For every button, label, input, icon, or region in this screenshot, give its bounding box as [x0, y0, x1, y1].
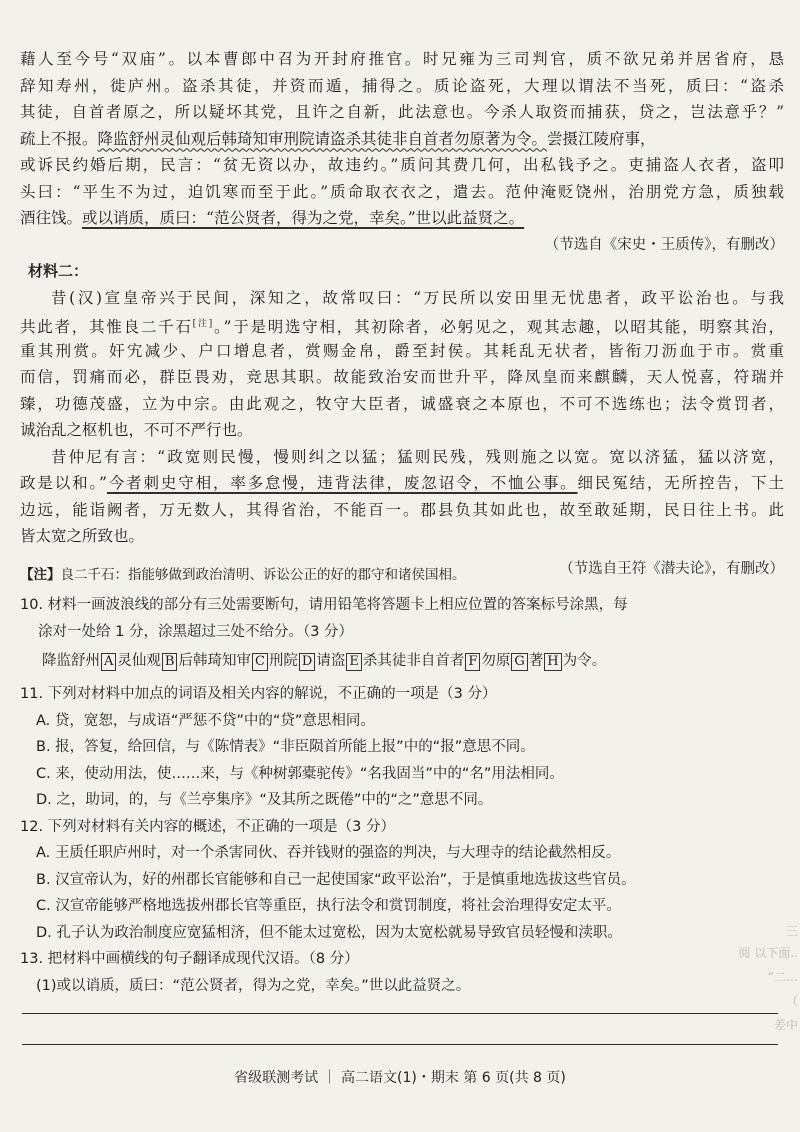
text-line: 而信，罚痛而必，群臣畏劝，竞思其职。故能致治安而世升平，降凤皇而来麒麟，天人悦喜，符瑞并: [20, 368, 784, 386]
answer-slot[interactable]: G: [511, 653, 527, 671]
translation-item-1: (1)或以诮质，质曰：“范公贤者，得为之党，幸矣。”世以此益贤之。: [36, 977, 471, 994]
option-a[interactable]: A. 王质任职庐州时，对一个杀害同伙、吞并钱财的强盗的判决，与大理寺的结论截然相反。: [36, 845, 621, 861]
punctuation-options: [20, 645, 784, 677]
text-line: 昔(汉)宣皇帝兴于民间，深知之，故常叹曰：“万民所以安田里无忧患者，政平讼治也。与我: [51, 288, 784, 307]
bleed-through-text: “二…: [767, 970, 798, 984]
text-fragment: 。”于是明选守相，其初除者，必躬见之，观其志趣，以昭其能，明察其治，: [212, 318, 784, 337]
source-citation: （节选自《宋史・王质传》，有删改）: [544, 236, 784, 253]
sentence-segment: 刑院: [268, 653, 298, 669]
text-line: [20, 126, 784, 153]
sentence-segment: 著: [528, 653, 544, 669]
answer-slot[interactable]: F: [465, 653, 480, 671]
text-line: 臻，功德茂盛，立为中宗。由此观之，牧守大臣者，诚盛衰之本原也，不可不选练也；法令赏罚者，: [20, 394, 784, 413]
option-c[interactable]: C. 汉宣帝能够严格地选拔州郡长官等重臣，执行法令和赏罚制度，将社会治理得安定太平。: [36, 898, 621, 914]
option-b[interactable]: B. 汉宣帝认为，好的州郡长官能够和自己一起使国家“政平讼治”，于是慎重地选拔这些官员。: [36, 871, 636, 888]
bleed-through-text: （: [785, 994, 798, 1008]
sentence-segment: 灵仙观: [117, 653, 161, 669]
sentence-segment: 杀其徒非自首者: [362, 653, 465, 669]
question-10-stem: 10. 材料一画波浪线的部分有三处需要断句，请用铅笔将答题卡上相应位置的答案标号涂黑，每: [20, 597, 628, 613]
answer-slot[interactable]: E: [346, 653, 362, 671]
sentence-segment: 请盗: [316, 653, 346, 669]
question-13-stem: 13. 把材料中画横线的句子翻译成现代汉语。（8 分）: [20, 951, 359, 967]
wavy-underlined-passage: 降监舒州灵仙观后韩琦知审刑院请盗杀其徒非自首者勿原著为令。: [97, 129, 548, 148]
text-line: 皆太宽之所致也。: [20, 527, 145, 545]
question-12-stem: 12. 下列对材料有关内容的概述，不正确的一项是（3 分）: [20, 818, 396, 835]
text-fragment: 共此者，其惟良二千石: [20, 318, 193, 337]
footnote-label: 【注】: [20, 567, 61, 583]
footnote-line: [20, 562, 784, 589]
answer-slot[interactable]: D: [299, 653, 315, 671]
option-c[interactable]: C. 来，使动用法，使……来，与《种树郭橐驼传》“名我固当”中的“名”用法相同。: [36, 765, 564, 782]
bleed-through-text: 阅 以下面..: [738, 946, 798, 960]
option-b[interactable]: B. 报，答复，给回信，与《陈情表》“非臣陨首所能上报”中的“报”意思不同。: [36, 739, 535, 755]
text-line: 头曰：“平生不为过，迫饥寒而至于此。”质命取衣衣之，遣去。范仲淹贬饶州，治朋党方急，质独载: [20, 182, 784, 201]
text-fragment: 细民冤结，无所控告，下土: [577, 474, 784, 492]
text-fragment: 酒往饯。: [20, 209, 83, 227]
answer-slot[interactable]: A: [101, 653, 116, 671]
underlined-sentence: 今者刺史守相，率多怠慢，违背法律，废忽诏令，不恤公事。: [106, 474, 578, 492]
text-line: [20, 205, 784, 232]
text-line: 其徒，自首者原之，所以疑坏其党，且许之自新，此法意也。今杀人取资而捕获，贷之，岂法意乎？”: [20, 103, 784, 121]
answer-slot[interactable]: B: [162, 653, 178, 671]
text-line: 藉人至今号“双庙”。以本曹郎中召为开封府推官。时兄雍为三司判官，质不欲兄弟并居省府，恳: [20, 50, 784, 68]
answer-line[interactable]: [22, 1013, 778, 1014]
option-a[interactable]: A. 贷，宽恕，与成语“严惩不贷”中的“贷”意思相同。: [36, 712, 375, 729]
sentence-segment: 降监舒州: [42, 653, 100, 669]
sentence-segment: 为令。: [562, 653, 607, 669]
text-line: 诚治乱之枢机也，不可不严行也。: [20, 421, 253, 439]
note-marker: [注]: [192, 319, 213, 329]
text-line: 重其刑赏。奸宄减少、户口增息者，赏赐金帛，爵至封侯。其耗乱无状者，皆衔刀沥血于市。赏重: [20, 341, 784, 360]
option-d[interactable]: D. 之，助词，的，与《兰亭集序》“及其所之既倦”中的“之”意思不同。: [36, 792, 493, 808]
material-one: [20, 46, 784, 258]
sentence-segment: 勿原: [481, 653, 511, 669]
bleed-through-text: 差中: [773, 1018, 798, 1032]
text-line: [20, 470, 784, 497]
sentence-segment: 后韩琦知审: [178, 653, 251, 669]
answer-line[interactable]: [22, 1044, 778, 1045]
option-d[interactable]: D. 孔子认为政治制度应宽猛相济，但不能太过宽松，因为太宽松就易导致官员轻慢和渎职。: [36, 924, 622, 941]
text-fragment: 政是以和。”: [20, 474, 107, 492]
text-line: 边远，能诣阙者，万无数人，其得省治，不能百一。郡县负其如此也，故至敢延期，民日往上书。此: [20, 500, 784, 519]
question-10-stem: 涂对一处给 1 分，涂黑超过三处不给分。（3 分）: [38, 623, 354, 640]
answer-slot[interactable]: H: [544, 653, 561, 671]
page-footer: 省级联测考试 ｜ 高二语文(1)・期末 第 6 页(共 8 页): [234, 1070, 566, 1086]
bleed-through-text: 三: [785, 924, 798, 938]
question-11-stem: 11. 下列对材料中加点的词语及相关内容的解说，不正确的一项是（3 分）: [20, 686, 497, 702]
material-two: [20, 258, 784, 582]
source-citation: （节选自王符《潜夫论》，有删改）: [559, 560, 784, 577]
underlined-sentence: 或以诮质，质曰：“范公贤者，得为之党，幸矣。”世以此益贤之。: [82, 209, 525, 227]
answer-slot[interactable]: C: [252, 653, 268, 671]
footnote-text: 良二千石：指能够做到政治清明、诉讼公正的好的郡守和诸侯国相。: [60, 567, 466, 583]
questions: [20, 592, 784, 999]
text-line: 昔仲尼有言：“政宽则民慢，慢则纠之以猛；猛则民残，残则施之以宽。宽以济猛，猛以济宽，: [51, 447, 784, 466]
text-fragment: 疏上不报。: [20, 129, 98, 148]
text-line: 或诉民约婚后期，民言：“贫无资以办，故违约。”质问其费几何，出私钱予之。吏捕盗人衣者，盗叩: [20, 156, 784, 174]
footnote: [20, 562, 784, 589]
section-heading: 材料二：: [28, 262, 89, 280]
text-line: [20, 311, 784, 338]
text-fragment: 尝摄江陵府事，: [547, 129, 656, 148]
text-line: 辞知寿州，徙庐州。盗杀其徒，并资而遁，捕得之。质论盗死，大理以谓法不当死，质曰：“盗杀: [20, 76, 784, 95]
